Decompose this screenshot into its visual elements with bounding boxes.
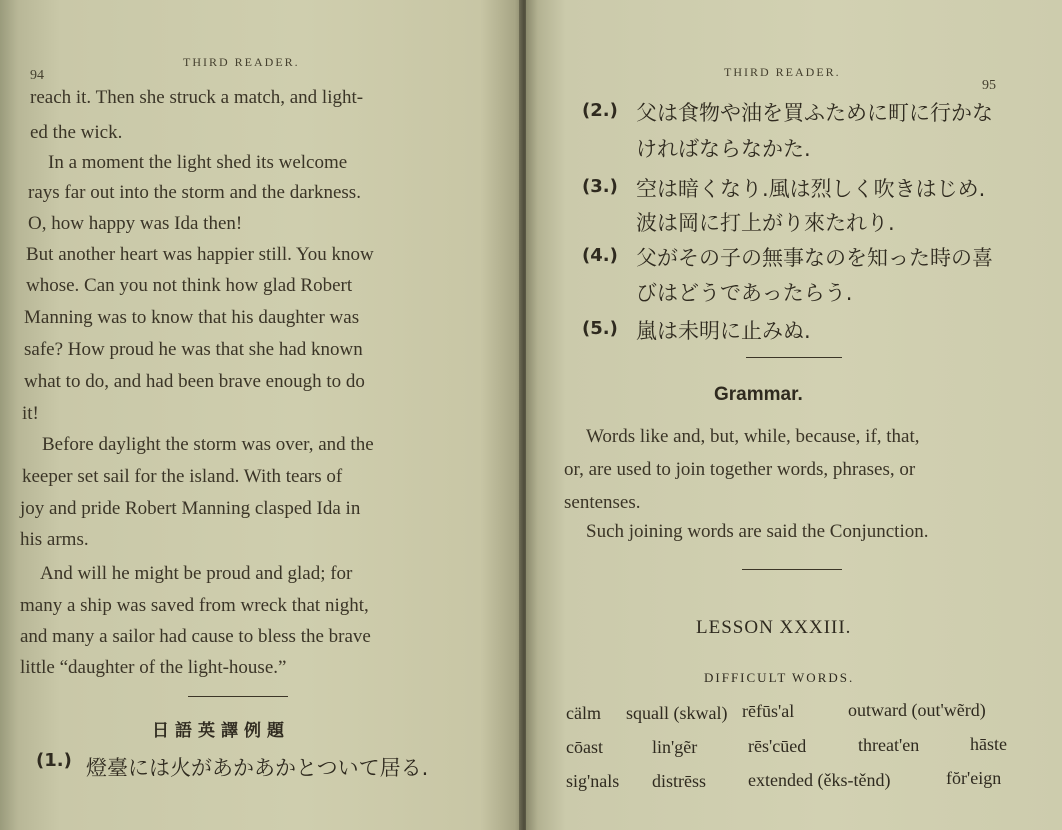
text-line: many a ship was saved from wreck that night, (20, 595, 369, 616)
text-line: Before daylight the storm was over, and the (42, 434, 374, 455)
grammar-line: or, are used to join together words, phrases, or (564, 459, 916, 480)
running-head: THIRD READER. (724, 65, 841, 79)
difficult-word: sig'nals (566, 771, 620, 791)
exercise-number: (4.) (582, 245, 618, 266)
difficult-word: hāste (970, 734, 1007, 754)
text-line: And will he might be proud and glad; for (40, 563, 353, 584)
text-line: In a moment the light shed its welcome (48, 152, 348, 173)
exercise-number: (3.) (582, 176, 618, 197)
text-line: keeper set sail for the island. With tears of (22, 466, 343, 487)
text-line: ed the wick. (30, 122, 123, 143)
difficult-word: extended (ěks-těnd) (748, 770, 891, 790)
lesson-heading: LESSON XXXIII. (696, 617, 852, 638)
difficult-word: fŏr'eign (946, 768, 1002, 788)
grammar-heading: Grammar. (714, 384, 803, 405)
grammar-line: sentenses. (564, 492, 641, 513)
difficult-word: cōast (566, 737, 603, 757)
difficult-word: distrēss (652, 771, 706, 791)
exercise-heading: 日語英譯例題 (152, 721, 290, 740)
exercise-line: 嵐は未明に止みぬ. (636, 319, 811, 343)
text-line: reach it. Then she struck a match, and light- (30, 87, 364, 108)
difficult-word: threat'en (858, 735, 920, 755)
difficult-word: rēfūs'al (742, 701, 795, 721)
exercise-line: 空は暗くなり.風は烈しく吹きはじめ. (636, 177, 986, 201)
exercise-number: (2.) (582, 100, 618, 121)
page-number: 94 (30, 68, 44, 83)
difficult-words-heading: DIFFICULT WORDS. (704, 670, 855, 685)
exercise-number: (1.) (36, 750, 72, 771)
difficult-word: lin'gẽr (652, 737, 698, 757)
exercise-line: 波は岡に打上がり來たれり. (636, 211, 895, 235)
section-rule (742, 569, 842, 570)
section-rule (188, 696, 288, 697)
exercise-number: (5.) (582, 318, 618, 339)
text-line: But another heart was happier still. You know (26, 244, 374, 265)
text-line: O, how happy was Ida then! (28, 213, 243, 234)
left-page (0, 0, 522, 830)
running-head: THIRD READER. (183, 55, 300, 69)
text-line: and many a sailor had cause to bless the brave (20, 626, 371, 647)
text-line: joy and pride Robert Manning clasped Ida in (20, 498, 361, 519)
exercise-line: ければならなかた. (636, 137, 811, 161)
difficult-word: cälm (566, 703, 601, 723)
text-line: it! (22, 403, 39, 424)
difficult-word: outward (out'wẽrd) (848, 700, 986, 720)
exercise-line: びはどうであったらう. (636, 281, 853, 305)
difficult-word: squall (skwal) (626, 703, 728, 723)
exercise-line: 燈臺には火があかあかとついて居る. (86, 756, 429, 780)
right-page (526, 0, 1062, 830)
exercise-line: 父がその子の無事なのを知った時の喜 (636, 246, 993, 270)
grammar-line: Words like and, but, while, because, if, that, (586, 426, 920, 447)
section-rule (746, 357, 842, 358)
text-line: safe? How proud he was that she had known (24, 339, 363, 360)
text-line: rays far out into the storm and the darkness. (28, 182, 361, 203)
difficult-word: rēs'cūed (748, 736, 807, 756)
grammar-line: Such joining words are said the Conjunction. (586, 521, 929, 542)
text-line: his arms. (20, 529, 89, 550)
text-line: little “daughter of the light-house.” (20, 657, 287, 678)
exercise-line: 父は食物や油を買ふために町に行かな (636, 101, 993, 125)
page-number: 95 (982, 78, 996, 93)
text-line: Manning was to know that his daughter was (24, 307, 360, 328)
text-line: whose. Can you not think how glad Robert (26, 275, 353, 296)
text-line: what to do, and had been brave enough to do (24, 371, 365, 392)
